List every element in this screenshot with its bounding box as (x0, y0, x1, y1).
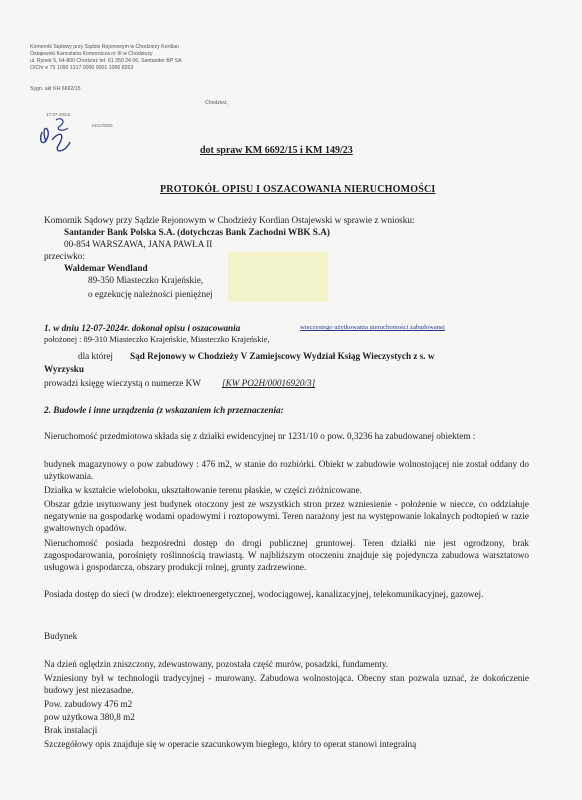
paragraph-utilities: Posiada dostęp do sieci (w drodze): elektroenergetycznej, wodociągowej, kanalizacyjnej, telekomunikacyjnej, gazowej. (44, 589, 484, 599)
letterhead (30, 44, 182, 72)
against-label: przeciwko: (44, 251, 85, 261)
section1-for: dla której (78, 351, 113, 361)
paragraph-plot: Nieruchomość przedmiotowa składa się z działki ewidencyjnej nr 1231/10 o pow. 0,3236 ha zabudowanej obiektem : (44, 431, 476, 441)
intro-line: Komornik Sądowy przy Sądzie Rejonowym w Chodzieży Kordian Ostajewski w sprawie z wniosku: (44, 215, 415, 225)
letterhead-line: ul. Rynek 5, 64-800 Chodzież tel. 61 350 24 06, Santander BP SA (30, 58, 182, 64)
case-signature: Sygn. akt KH 6692/15 (30, 86, 81, 92)
section1-lead: 1. w dniu 12-07-2024r. dokonał opisu i oszacowania (44, 323, 241, 333)
section2-title: 2. Budowle i inne urządzenia (z wskazaniem ich przeznaczenia: (44, 405, 284, 415)
building-installations: Brak instalacji (44, 725, 98, 735)
letterhead-line: Ostajewski Kancelaria Komornicza nr III w Chodzieży (30, 51, 153, 57)
section1-court: Sąd Rejonowy w Chodzieży V Zamiejscowy Wydział Ksiąg Wieczystych z s. w (130, 351, 435, 361)
case-reference: dot spraw KM 6692/15 i KM 149/23 (200, 145, 353, 156)
debtor-name: Waldemar Wendland (64, 263, 148, 273)
creditor-name: Santander Bank Polska S.A. (dotychczas Bank Zachodni WBK S.A) (64, 227, 330, 237)
stamp-code: KKC/0000 (92, 123, 113, 128)
paragraph-terrain: Obszar gdzie usytuowany jest budynek otoczony jest ze wszystkich stron przez wzniesienie - położenie w niecce, co oddziałuje negatywnie na gospodarkę wodami opadowymi i roztopowymi. Teren narażony jest na występowanie lokalnych podtopień w razie gwałtownych opadów. (44, 499, 529, 533)
section1-location: położonej : 89-310 Miasteczko Krajeńskie, Miasteczko Krajeńskie, (44, 335, 270, 344)
place-date: Chodzież, (205, 100, 229, 106)
debtor-address: 89-350 Miasteczko Krajeńskie, (88, 275, 204, 285)
debtor-note: o egzekucję należności pieniężnej (88, 289, 213, 299)
section1-kw-label: prowadzi księgę wieczystą o numerze KW (44, 378, 201, 388)
section1-town: Wyrzysku (44, 364, 84, 374)
letterhead-line: O/Chr e 75 1090 1317 0000 0001 1066 8263 (30, 65, 134, 71)
letterhead-line: Komornik Sądowy przy Sądzie Rejonowym w Chodzieży Kordian (30, 44, 180, 50)
section1-tail: wieczystego użytkowania nieruchomości zabudowanej (300, 324, 445, 331)
signature-icon (36, 112, 86, 162)
section1-kw-number: [KW PO2H/00016920/3] (222, 378, 316, 388)
paragraph-access: Nieruchomość posiada bezpośredni dostęp do drogi publicznej gruntowej. Teren działki nie jest ogrodzony, brak zagospodarowania, porośnięty roślinnością trawiastą. W najbliższym otoczeniu znajduje się pojedyncza zabudowa warsztatowo usługowa i gospodarcza, obszary produkcji rolnej, grunty zadrzewione. (44, 538, 529, 572)
paragraph-building: budynek magazynowy o pow zabudowy : 476 m2, w stanie do rozbiórki. Obiekt w zabudowie wolnostojącej nie został oddany do użytkowania. (44, 459, 529, 481)
building-heading: Budynek (44, 631, 78, 641)
paragraph-shape: Działka w kształcie wieloboku, ukształtowanie terenu płaskie, w części zróżnicowane. (44, 485, 362, 495)
creditor-address: 00-854 WARSZAWA, JANA PAWŁA II (64, 239, 213, 249)
redaction-box (228, 252, 328, 302)
building-state: Na dzień oględzin zniszczony, zdewastowany, pozostała część murów, posadzki, fundamenty. (44, 659, 389, 669)
building-details: Szczegółowy opis znajduje się w operacie szacunkowym biegłego, który to operat stanowi integralną (44, 739, 417, 749)
building-technology: Wzniesiony był w technologii tradycyjnej - murowany. Zabudowa wolnostojąca. Obecny stan pozwala uznać, że dokończenie budowy jest niezasadne. (44, 673, 529, 695)
building-usable-area: pow użytkowa 380,8 m2 (44, 712, 135, 722)
building-area: Pow. zabudowy 476 m2 (44, 699, 133, 709)
document-title: PROTOKÓŁ OPISU I OSZACOWANIA NIERUCHOMOŚCI (160, 184, 436, 195)
stamp-date: 17-07-2024r. (46, 112, 72, 117)
